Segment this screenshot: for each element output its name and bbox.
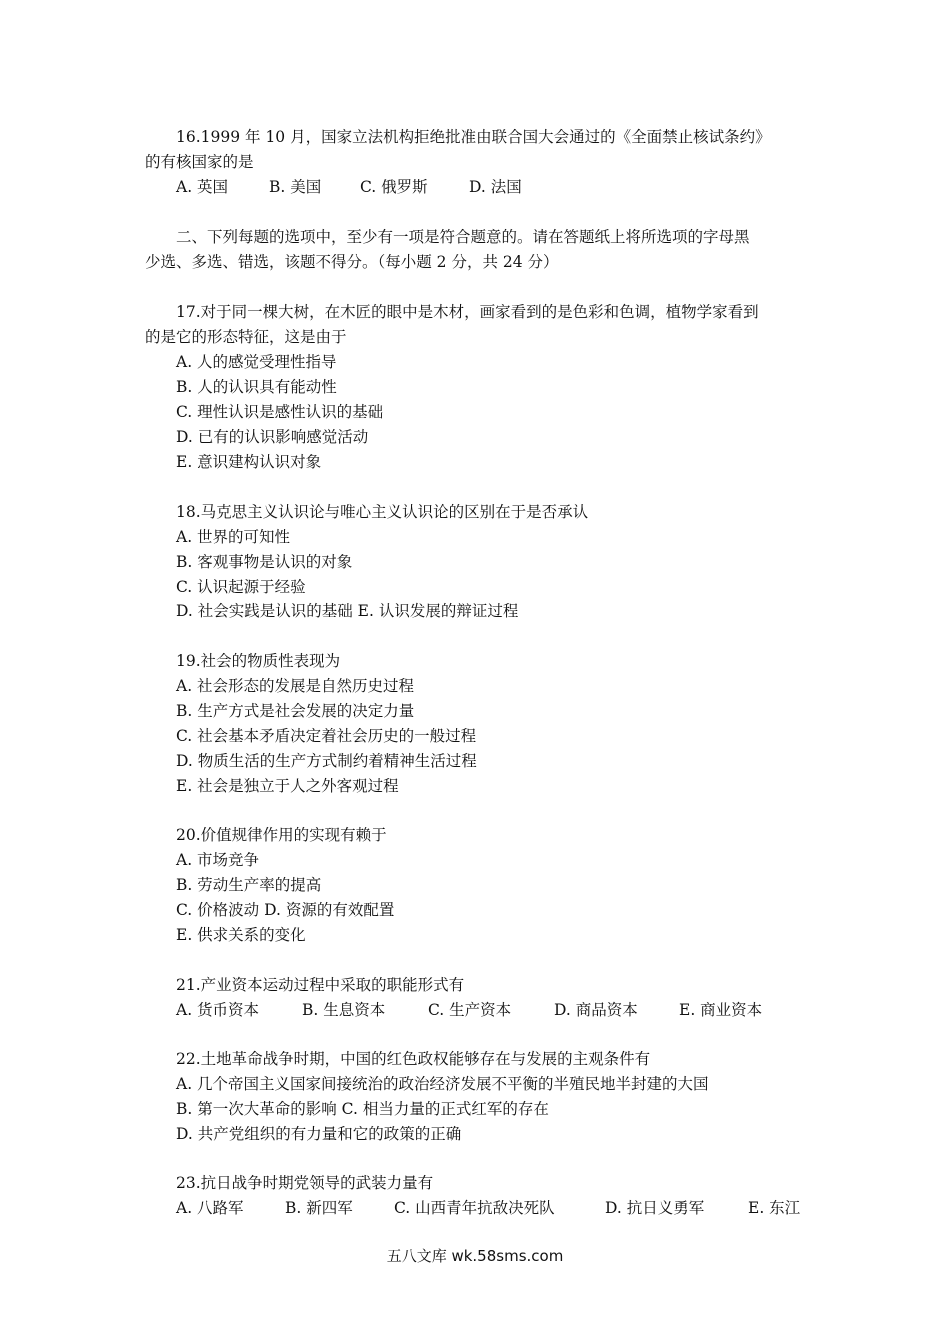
q16-stem-line1: 16.1999 年 10 月，国家立法机构拒绝批准由联合国大会通过的《全面禁止核试条约》 xyxy=(176,128,771,146)
q18-option-a: A. 世界的可知性 xyxy=(176,528,291,546)
q20-stem: 20.价值规律作用的实现有赖于 xyxy=(176,826,387,844)
q23-option-c: C. 山西青年抗敌决死队 xyxy=(394,1199,555,1217)
q21-option-c: C. 生产资本 xyxy=(428,1001,512,1019)
q18-stem: 18.马克思主义认识论与唯心主义认识论的区别在于是否承认 xyxy=(176,503,589,521)
q21-option-a: A. 货币资本 xyxy=(176,1001,260,1019)
q23-stem: 23.抗日战争时期党领导的武装力量有 xyxy=(176,1174,434,1192)
q21-option-d: D. 商品资本 xyxy=(554,1001,638,1019)
q19-option-c: C. 社会基本矛盾决定着社会历史的一般过程 xyxy=(176,727,477,745)
q23-option-a: A. 八路军 xyxy=(176,1199,244,1217)
q20-option-c-d: C. 价格波动 D. 资源的有效配置 xyxy=(176,901,395,919)
q19-stem: 19.社会的物质性表现为 xyxy=(176,652,341,670)
q17-stem-line2: 的是它的形态特征，这是由于 xyxy=(145,328,347,346)
q19-option-d: D. 物质生活的生产方式制约着精神生活过程 xyxy=(176,752,477,770)
q16-option-b: B. 美国 xyxy=(269,178,322,196)
q19-option-b: B. 生产方式是社会发展的决定力量 xyxy=(176,702,415,720)
section2-heading-line2: 少选、多选、错选，该题不得分。（每小题 2 分，共 24 分） xyxy=(145,253,559,271)
q17-option-e: E. 意识建构认识对象 xyxy=(176,453,322,471)
q16-option-c: C. 俄罗斯 xyxy=(360,178,428,196)
footer-source: 五八文库 wk.58sms.com xyxy=(386,1247,564,1265)
q17-option-a: A. 人的感觉受理性指导 xyxy=(176,353,337,371)
q21-option-b: B. 生息资本 xyxy=(302,1001,386,1019)
q22-option-d: D. 共产党组织的有力量和它的政策的正确 xyxy=(176,1125,462,1143)
q21-stem: 21.产业资本运动过程中采取的职能形式有 xyxy=(176,976,465,994)
q20-option-a: A. 市场竞争 xyxy=(176,851,260,869)
q18-option-c: C. 认识起源于经验 xyxy=(176,578,306,596)
q17-option-c: C. 理性认识是感性认识的基础 xyxy=(176,403,384,421)
q23-option-b: B. 新四军 xyxy=(285,1199,353,1217)
q19-option-e: E. 社会是独立于人之外客观过程 xyxy=(176,777,399,795)
q21-option-e: E. 商业资本 xyxy=(679,1001,763,1019)
q20-option-b: B. 劳动生产率的提高 xyxy=(176,876,322,894)
q16-stem-line2: 的有核国家的是 xyxy=(145,153,254,171)
q19-option-a: A. 社会形态的发展是自然历史过程 xyxy=(176,677,415,695)
q17-stem-line1: 17.对于同一棵大树，在木匠的眼中是木材，画家看到的是色彩和色调，植物学家看到 xyxy=(176,303,759,321)
q16-option-d: D. 法国 xyxy=(469,178,522,196)
q18-option-d-e: D. 社会实践是认识的基础 E. 认识发展的辩证过程 xyxy=(176,602,519,620)
q18-option-b: B. 客观事物是认识的对象 xyxy=(176,553,353,571)
q17-option-d: D. 已有的认识影响感觉活动 xyxy=(176,428,369,446)
q23-option-d: D. 抗日义勇军 xyxy=(605,1199,705,1217)
q17-option-b: B. 人的认识具有能动性 xyxy=(176,378,337,396)
q22-stem: 22.土地革命战争时期，中国的红色政权能够存在与发展的主观条件有 xyxy=(176,1050,651,1068)
q22-option-b-c: B. 第一次大革命的影响 C. 相当力量的正式红军的存在 xyxy=(176,1100,549,1118)
q23-option-e: E. 东江 xyxy=(748,1199,801,1217)
q20-option-e: E. 供求关系的变化 xyxy=(176,926,306,944)
q16-option-a: A. 英国 xyxy=(176,178,229,196)
q22-option-a: A. 几个帝国主义国家间接统治的政治经济发展不平衡的半殖民地半封建的大国 xyxy=(176,1075,709,1093)
section2-heading-line1: 二、下列每题的选项中，至少有一项是符合题意的。请在答题纸上将所选项的字母黑 xyxy=(176,228,750,246)
